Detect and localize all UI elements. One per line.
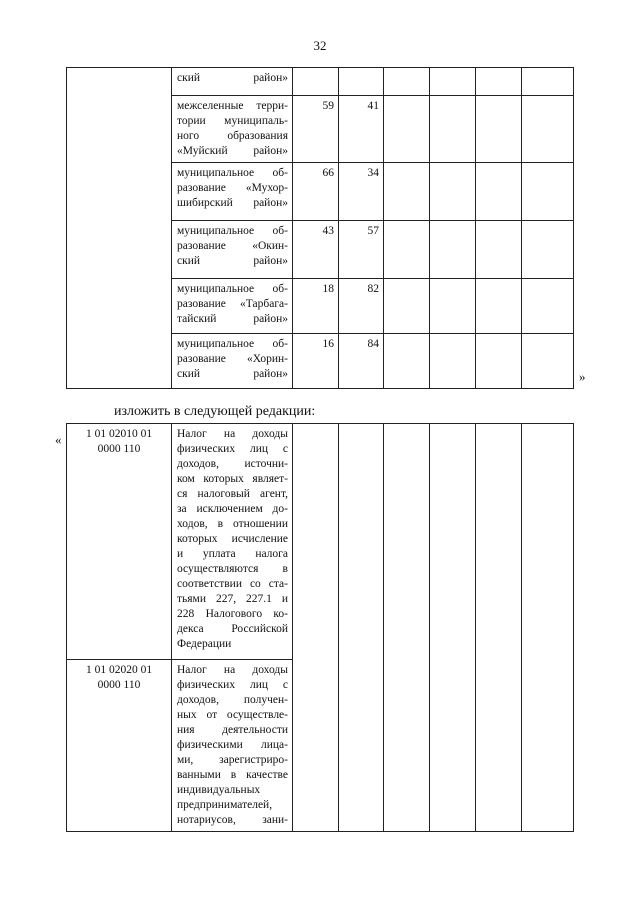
description-line: 228 Налогового ко-: [177, 608, 288, 620]
description-line: тории муниципаль-: [177, 115, 288, 127]
empty-cell: [522, 334, 574, 389]
opening-quote: «: [55, 432, 62, 447]
description-line: предпринимателей,: [177, 799, 273, 811]
description-line: физическими лица-: [177, 739, 288, 751]
description-line: муниципальное об-: [177, 225, 288, 237]
empty-cell: [522, 279, 574, 334]
value-cell-2: 41: [339, 96, 384, 163]
description-line: разование «Хорин-: [177, 353, 288, 365]
value-cell-2: 82: [339, 279, 384, 334]
value-cell-2: 84: [339, 334, 384, 389]
row-description: [172, 96, 293, 163]
value-cell-1: 43: [293, 221, 339, 279]
empty-cell: [430, 424, 476, 832]
description-line: шибирский район»: [177, 197, 288, 209]
description-line: физических лиц с: [177, 679, 288, 691]
value-cell-2: 57: [339, 221, 384, 279]
empty-cell: [522, 163, 574, 221]
row-description: [172, 424, 293, 660]
empty-cell: [293, 424, 339, 832]
description-line: физических лиц с: [177, 443, 288, 455]
value-cell-2: [339, 68, 384, 96]
empty-cell: [476, 163, 522, 221]
row-description: [172, 68, 293, 96]
description-line: декса Российской: [177, 623, 288, 635]
value-cell-1: 59: [293, 96, 339, 163]
description-line: ми, зарегистриро-: [177, 754, 288, 766]
description-line: за исключением до-: [177, 503, 288, 515]
empty-cell: [476, 279, 522, 334]
description-line: ком которых являет-: [177, 473, 288, 485]
budget-code-line: 1 01 02010 01: [85, 428, 153, 440]
row-description: [172, 660, 293, 832]
value-cell-2: 34: [339, 163, 384, 221]
row-description: [172, 279, 293, 334]
budget-code-line: 0000 110: [97, 679, 141, 691]
budget-code-line: 0000 110: [97, 443, 141, 455]
description-line: Налог на доходы: [177, 664, 288, 676]
row-description: [172, 163, 293, 221]
description-line: ский район»: [177, 72, 288, 84]
description-line: осуществляются в: [177, 563, 288, 575]
empty-cell: [522, 221, 574, 279]
top-table: [66, 67, 574, 389]
description-line: Налог на доходы: [177, 428, 288, 440]
description-line: соответствии со ста-: [177, 578, 288, 590]
table-row: [67, 424, 574, 660]
empty-cell: [476, 68, 522, 96]
empty-cell: [430, 68, 476, 96]
row-description: [172, 221, 293, 279]
closing-quote: »: [579, 369, 586, 384]
table-row: [67, 68, 574, 96]
description-line: «Муйский район»: [177, 145, 288, 157]
value-cell-1: [293, 68, 339, 96]
description-line: индивидуальных: [177, 784, 261, 796]
empty-cell: [339, 424, 384, 832]
description-line: ного образования: [177, 130, 288, 142]
empty-cell: [384, 279, 430, 334]
empty-cell: [522, 96, 574, 163]
description-line: муниципальное об-: [177, 338, 288, 350]
budget-code-line: 1 01 02020 01: [85, 664, 153, 676]
budget-code-cell: [67, 424, 172, 660]
description-line: Федерации: [177, 638, 232, 650]
description-line: тьями 227, 227.1 и: [177, 593, 288, 605]
description-line: ся налоговый агент,: [177, 488, 288, 500]
value-cell-1: 16: [293, 334, 339, 389]
empty-cell: [476, 221, 522, 279]
empty-cell: [522, 68, 574, 96]
bottom-table: [66, 423, 574, 832]
empty-cell: [476, 424, 522, 832]
empty-cell: [384, 424, 430, 832]
empty-cell: [384, 96, 430, 163]
description-line: разование «Мухор-: [177, 182, 288, 194]
budget-code-cell: [67, 660, 172, 832]
empty-cell: [522, 424, 574, 832]
empty-cell: [430, 96, 476, 163]
empty-cell: [476, 96, 522, 163]
row-description: [172, 334, 293, 389]
value-cell-1: 66: [293, 163, 339, 221]
empty-cell: [384, 68, 430, 96]
description-line: ния деятельности: [177, 724, 288, 736]
description-line: ский район»: [177, 368, 288, 380]
description-line: доходов, источни-: [177, 458, 288, 470]
description-line: межселенные терри-: [177, 100, 288, 112]
description-line: нотариусов, зани-: [177, 814, 288, 826]
description-line: ванными в качестве: [177, 769, 288, 781]
description-line: доходов, получен-: [177, 694, 288, 706]
description-line: и уплата налога: [177, 548, 288, 560]
instruction-text: изложить в следующей редакции:: [114, 404, 316, 419]
description-line: разование «Окин-: [177, 240, 288, 252]
empty-cell: [430, 221, 476, 279]
merged-category-cell: [67, 68, 172, 389]
empty-cell: [384, 221, 430, 279]
value-cell-1: 18: [293, 279, 339, 334]
page-number: 32: [313, 38, 327, 53]
description-line: тайский район»: [177, 313, 288, 325]
description-line: разование «Тарбага-: [177, 298, 288, 310]
empty-cell: [430, 163, 476, 221]
description-line: муниципальное об-: [177, 283, 288, 295]
description-line: ский район»: [177, 255, 288, 267]
description-line: муниципальное об-: [177, 167, 288, 179]
empty-cell: [430, 334, 476, 389]
description-line: которых исчисление: [177, 533, 288, 545]
empty-cell: [384, 334, 430, 389]
description-line: ных от осуществле-: [177, 709, 288, 721]
empty-cell: [384, 163, 430, 221]
description-line: ходов, в отношении: [177, 518, 288, 530]
empty-cell: [476, 334, 522, 389]
empty-cell: [430, 279, 476, 334]
